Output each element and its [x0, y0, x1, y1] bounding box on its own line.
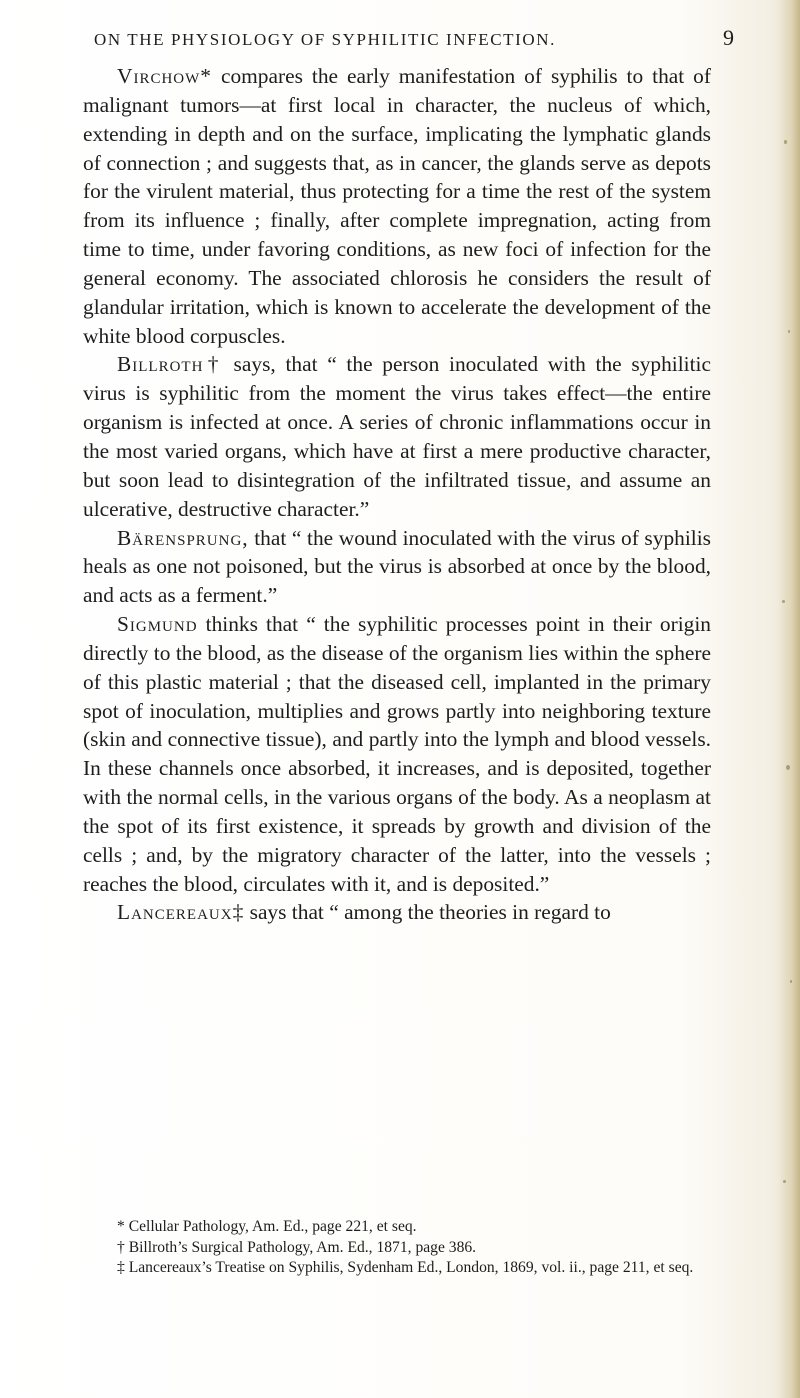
paragraph-text: compares the early manifestation of syphilis to that of malignant tumors—at first local in character, the nucleus of which, extending in depth and on the surface, implicating the lymphatic glands of connection ; and suggests that, as in cancer, the glands serve as depots for the virulent material, thus protecting for a time the rest of the system from its influence ; finally, after complete impregnation, acting from time to time, under favoring conditions, as new foci of infection for the general economy. The associated chlorosis he considers the result of glandular irritation, which is known to accelerate the development of the white blood corpuscles.: [83, 64, 711, 348]
footnote: ‡ Lancereaux’s Treatise on Syphilis, Sydenham Ed., London, 1869, vol. ii., page 211, et seq.: [117, 1259, 694, 1277]
footnote: † Billroth’s Surgical Pathology, Am. Ed., 1871, page 386.: [117, 1238, 477, 1256]
paragraph: [83, 350, 711, 523]
body-text: [83, 62, 711, 927]
paper-spot: [786, 765, 790, 770]
paragraph-text: says, that “ the person inoculated with the syphilitic virus is syphilitic from the moment the virus takes effect—the entire organism is infected at once. A series of chronic inflammations occur in the most varied organs, which have at first a mere productive character, but soon lead to disintegration of the infiltrated tissue, and assume an ulcerative, destructive character.”: [83, 352, 711, 521]
paragraph-text: says that “ among the theories in regard to: [244, 900, 611, 925]
paragraph-text: thinks that “ the syphilitic processes point in their origin directly to the blood, as the disease of the organism lies within the sphere of this plastic material ; that the diseased cell, implanted in the primary spot of inoculation, multiplies and grows partly into neighboring texture (skin and connective tissue), and partly into the lymph and blood vessels. In these channels once absorbed, it increases, and is deposited, together with the normal cells, in the various organs of the body. As a neoplasm at the spot of its first existence, it spreads by growth and division of the cells ; and, by the migratory character of the latter, into the vessels ; reaches the blood, circulates with it, and is deposited.”: [83, 612, 711, 896]
paragraph: [83, 898, 711, 927]
page-edge-shadow: [778, 0, 800, 1398]
paper-spot: [783, 1180, 786, 1183]
footnote: * Cellular Pathology, Am. Ed., page 221, et seq.: [117, 1218, 417, 1235]
paper-spot: [790, 980, 792, 983]
paper-spot: [784, 140, 787, 144]
page-number: 9: [723, 25, 734, 50]
author-name: Lancereaux‡: [117, 900, 245, 925]
author-name: Virchow*: [117, 64, 212, 88]
author-name: Billroth†: [117, 352, 224, 377]
author-name: Bärensprung,: [117, 525, 249, 550]
paragraph: [83, 610, 711, 898]
paragraph: [83, 62, 711, 350]
running-title: ON THE PHYSIOLOGY OF SYPHILITIC INFECTION.: [94, 30, 556, 49]
footnotes: [83, 1217, 711, 1279]
author-name: Sigmund: [117, 612, 198, 637]
paper-spot: [788, 330, 790, 333]
running-header: [94, 25, 734, 56]
paragraph-text: that “ the wound inoculated with the virus of syphilis heals as one not poisoned, but the virus is absorbed at once by the blood, and acts as a ferment.”: [83, 525, 711, 608]
paragraph: [83, 524, 711, 611]
paper-spot: [782, 600, 785, 603]
